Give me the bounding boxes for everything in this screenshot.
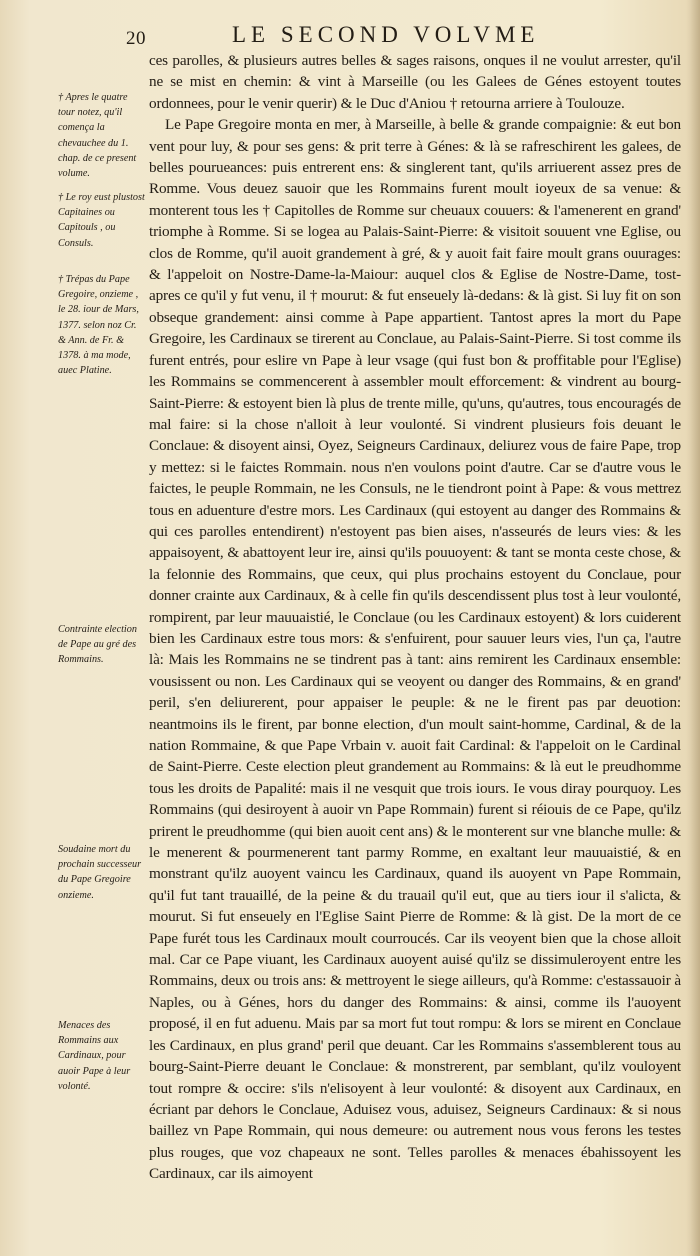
margin-notes (58, 0, 148, 1256)
margin-note: Soudaine mort du prochain successeur du Pape Gregoire onzieme. (58, 844, 142, 901)
margin-note: Contrainte election de Pape au gré des Rommains. (58, 624, 137, 666)
gutter-shadow (686, 0, 700, 1256)
running-head: LE SECOND VOLVME (232, 22, 540, 47)
main-text-column (149, 50, 681, 1185)
margin-note: † Apres le quatre tour notez, qu'il comença la chevauchee du 1. chap. de ce present volume. (58, 92, 137, 180)
page-number: 20 (126, 28, 146, 49)
margin-note: † Le roy eust plustost Capitaines ou Capitouls , ou Consuls. (58, 192, 145, 249)
margin-note: Menaces des Rommains aux Cardinaux, pour auoir Pape à leur volonté. (58, 1020, 131, 1092)
body-paragraph: ces parolles, & plusieurs autres belles & sages raisons, onques il ne voulut arrester, qu'il ne se mist en chemin: & vint à Marseille (ou les Galees de Génes estoyent toutes ordonnees, pour le venir querir) & le Duc d'Aniou † retourna arriere à Toulouze. (149, 52, 681, 112)
body-paragraph: Le Pape Gregoire monta en mer, à Marseille, à belle & grande compaignie: & eut bon vent pour luy, & pour ses gens: & prit terre à Génes: & là se rafreschirent les galees, de belles pourueances: puis entrerent ens: & singlerent tant, qu'ils arriuerent assez pres de Romme. Vous deuez sauoir que les Rommains furent moult ioyeux de sa venue: & monterent tous les † Capitolles de Romme sur cheuaux couuers: & l'amenerent en grand' triomphe à Romme. Si se logea au Palais-Saint-Pierre: & visitoit souuent vne Eglise, ou clos de Romme, qu'il auoit grandement à gré, & y auoit fait faire moult grans ouurages: & l'appeloit on Nostre-Dame-la-Maiour: auquel clos & Eglise de Nostre-Dame, tost-apres ce qu'il y fut venu, il † mourut: & fut enseuely là-dedans: & là gist. Si luy fit on son obseque grandement: ainsi comme à Pape appartient. Tantost apres la mort du Pape Gregoire, les Cardinaux se tirerent au Conclaue, au Palais-Saint-Pierre. Si tost comme ils furent entrés, pour eslire vn Pape à leur vsage (qui fust bon & proffitable pour l'Eglise) les Rommains se commencerent à assembler moult efforcement: & vindrent au bourg-Saint-Pierre: & estoyent bien là plus de trente mille, qu'uns, qu'autres, tous encouragés de mal faire: si la chose n'alloit à leur voulonté. Si vindrent plusieurs fois deuant le Conclaue: & disoyent ainsi, Oyez, Seigneurs Cardinaux, deliurez vous de faire Pape, trop y mettez: si le faictes Rommain. nous n'en voulons point d'autre. Car se d'autre vous le faictes, le peuple Rommain, ne les Consuls, ne le tiendront point à Pape: & vous mettrez tous en aduenture d'estre mors. Les Cardinaux (qui estoyent au danger des Rommains & qui ces parolles entendirent) n'estoyent pas bien aises, n'asseurés de leurs vies: & les appaisoyent, & abattoyent leur ire, ainsi qu'ils pouuoyent: & tant se monta ceste chose, & la felonnie des Rommains, que ceux, qui plus prochains estoyent du Conclaue, pour donner crainte aux Cardinaux, & à celle fin qu'ils descendissent plus tost à leur voulonté, rompirent, par leur mauuaistié, le Conclaue (ou les Cardinaux estoyent) & lors cuiderent bien les Cardinaux estre tous mors: & s'enfuirent, pour sauuer leurs vies, l'un ça, l'autre là: Mais les Rommains ne se tindrent pas à tant: ains remirent les Cardinaux ensemble: vousissent ou non. Les Cardinaux qui se veoyent ou danger des Rommains, & en grand' peril, s'en deliurerent, pour appaiser le peuple: & ne le firent pas par deuotion: neantmoins ils le firent, par bonne election, d'un moult saint-homme, Cardinal, & de la nation Rommaine, & que Pape Vrbain v. auoit fait Cardinal: & l'appeloit on le Cardinal de Saint-Pierre. Ceste election pleut grandement au Rommains: & là eut le preudhomme tous les droits de Papalité: mais il ne vesquit que trois iours. Ie vous diray pourquoy. Les Rommains (qui desiroyent à auoir vn Pape Rommain) furent si réiouis de ce Pape, qu'ilz prirent le preudhomme (qui bien auoit cent ans) & le monterent sur vne blanche mulle: & le menerent & pourmenerent tant parmy Romme, en exaltant leur mauuaistié, & en monstrant qu'ilz auoyent vaincu les Cardinaux, quand ils auoyent vn Pape Rommain, qu'il fut tant trauaillé, de la peine & du trauail qu'il eut, que au tiers iour il s'alicta, & mourut. Si fut enseuely en l'Eglise Saint Pierre de Romme: & là gist. De la mort de ce Pape furét tous les Cardinaux moult courroucés. Car ils veoyent bien que la chose alloit mal. Car ce Pape viuant, les Cardinaux auoyent auisé qu'ilz se dissimuleroyent entre les Rommains, deux ou trois ans: & mettroyent le siege ailleurs, qu'à Romme: c'estassauoir à Naples, ou à Génes, hors du danger des Rommains: & ainsi, comme ils l'auoyent proposé, il en fut aduenu. Mais par sa mort fut tout rompu: & lors se mirent en Conclaue les Cardinaux, en plus grand' peril que deuant. Car les Rommains s'assemblerent tous au bourg-Saint-Pierre deuant le Conclaue: & monstrerent, par semblant, qu'ilz vouloyent tout rompre & occire: s'ils n'elisoyent à leur voulonté: & disoyent aux Cardinaux, en écriant par dehors le Conclaue, Aduisez vous, aduisez, Seigneurs Cardinaux: & si nous baillez vn Pape Rommain, qui nous demeure: ou autrement nous vous ferons les testes plus rouges, que voz chapeaux ne sont. Telles parolles & menaces ébahissoyent les Cardinaux, car ils aimoyent (149, 116, 681, 1183)
margin-note: † Trépas du Pape Gregoire, onzieme , le 28. iour de Mars, 1377. selon noz Cr. & Ann. de Fr. & 1378. à ma mode, auec Platine. (58, 274, 139, 377)
